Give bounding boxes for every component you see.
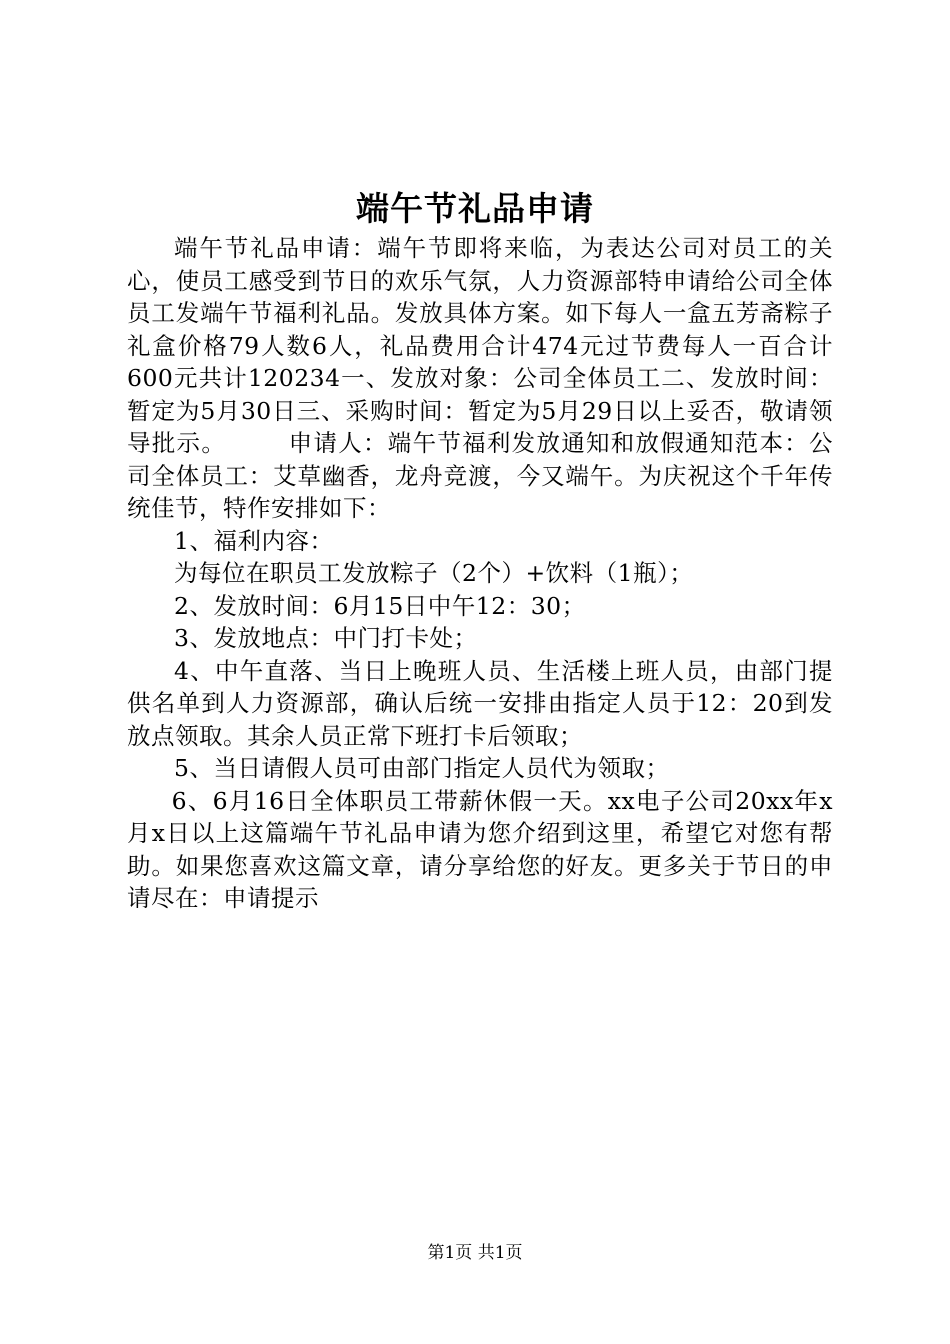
- intro-paragraph: 端午节礼品申请：端午节即将来临，为表达公司对员工的关心，使员工感受到节日的欢乐气氛，人力资源部特申请给公司全体员工发端午节福利礼品。发放具体方案。如下每人一盒五芳斋粽子礼盒价格79人数6人，礼品费用合计474元过节费每人一百合计600元共计120234一、发放对象：公司全体员工二、发放时间：暂定为5月30日三、采购时间：暂定为5月29日以上妥否，敬请领导批示。 申请人：端午节福利发放通知和放假通知范本：公司全体员工：艾草幽香，龙舟竞渡，今又端午。为庆祝这个千年传统佳节，特作安排如下：: [127, 234, 833, 522]
- list-item: 3、发放地点：中门打卡处；: [174, 624, 478, 652]
- document-title: 端午节礼品申请: [356, 189, 594, 228]
- list-item: 5、当日请假人员可由部门指定人员代为领取；: [174, 754, 670, 782]
- page-footer: 第1页 共1页: [427, 1243, 523, 1263]
- list-item: 6、6月16日全体职员工带薪休假一天。xx电子公司20xx年x月x日以上这篇端午节礼品申请为您介绍到这里，希望它对您有帮助。如果您喜欢这篇文章，请分享给您的好友。更多关于节日的申请尽在：申请提示: [127, 786, 833, 912]
- document-body: [127, 232, 833, 915]
- list-item: 1、福利内容：: [174, 526, 334, 555]
- list-item: 2、发放时间：6月15日中午12：30；: [174, 591, 586, 620]
- list-item: 为每位在职员工发放粽子（2个）+饮料（1瓶）；: [174, 559, 694, 587]
- list-item: 4、中午直落、当日上晚班人员、生活楼上班人员，由部门提供名单到人力资源部，确认后统一安排由指定人员于12：20到发放点领取。其余人员正常下班打卡后领取；: [127, 656, 833, 750]
